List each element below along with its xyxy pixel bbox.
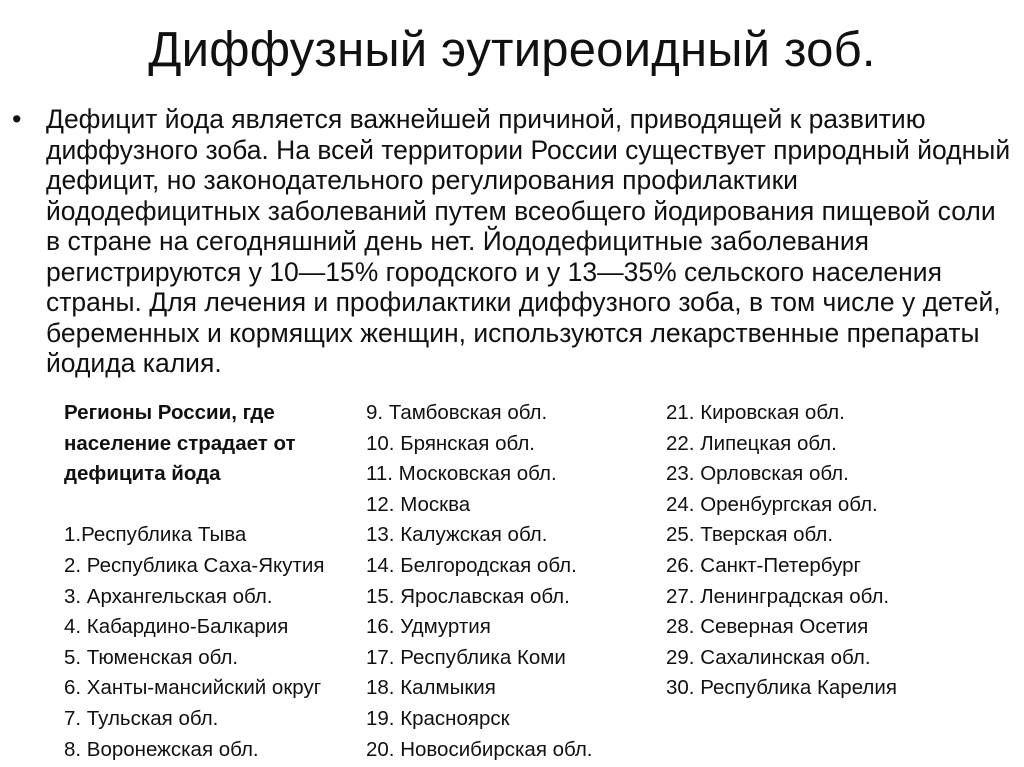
regions-column-3 [666, 398, 966, 704]
regions-column-2 [366, 398, 666, 765]
region-item: 13. Калужская обл. [366, 523, 548, 547]
region-item: 29. Сахалинская обл. [666, 645, 871, 669]
region-item: 6. Ханты-мансийский округ [64, 676, 322, 700]
region-item: 18. Калмыкия [366, 676, 496, 700]
region-item: 2. Республика Саха-Якутия [64, 553, 325, 577]
region-item: 23. Орловская обл. [666, 462, 849, 486]
region-item: 12. Москва [366, 492, 471, 516]
region-item: 24. Оренбургская обл. [666, 492, 878, 516]
region-item: 26. Санкт-Петербург [666, 553, 861, 577]
regions-column-1 [64, 398, 364, 765]
region-item: 17. Республика Коми [366, 645, 566, 669]
region-item: 25. Тверская обл. [666, 523, 834, 547]
regions-heading: Регионы России, где население страдает от дефицита йода [64, 401, 296, 486]
slide-title: Диффузный эутиреоидный зоб. [148, 23, 876, 77]
region-item: 19. Красноярск [366, 706, 510, 730]
region-item: 4. Кабардино-Балкария [64, 615, 289, 639]
region-item: 27. Ленинградская обл. [666, 584, 890, 608]
region-item: 7. Тульская обл. [64, 706, 219, 730]
region-item: 1.Республика Тыва [64, 523, 247, 547]
region-item: 14. Белгородская обл. [366, 553, 577, 577]
region-item: 20. Новосибирская обл. [366, 737, 593, 761]
region-item: 10. Брянская обл. [366, 431, 535, 455]
region-item: 11. Московская обл. [366, 462, 557, 486]
bullet-marker: • [12, 104, 22, 134]
region-item: 3. Архангельская обл. [64, 584, 273, 608]
region-item: 30. Республика Карелия [666, 676, 897, 700]
region-item: 28. Северная Осетия [666, 615, 869, 639]
region-item: 16. Удмуртия [366, 615, 491, 639]
region-item: 22. Липецкая обл. [666, 431, 837, 455]
region-item: 8. Воронежская обл. [64, 737, 259, 761]
region-item: 21. Кировская обл. [666, 401, 845, 424]
region-item: 5. Тюменская обл. [64, 645, 239, 669]
bullet-text: Дефицит йода является важнейшей причиной, приводящей к развитию диффузного зоба. На всей территории России существует природный йодный дефицит, но законодательного регулирования профилактики йододефицитных заболеваний путем всеобщего йодирования пищевой соли в стране на сегодняшний день нет. Йододефицитные заболевания регистрируются у 10—15% городского и у 13—35% сельского населения страны. Для лечения и профилактики диффузного зоба, в том числе у детей, беременных и кормящих женщин, используются лекарственные препараты йодида калия. [46, 104, 1011, 378]
region-item: 15. Ярославская обл. [366, 584, 570, 608]
region-item: 9. Тамбовская обл. [366, 401, 548, 424]
